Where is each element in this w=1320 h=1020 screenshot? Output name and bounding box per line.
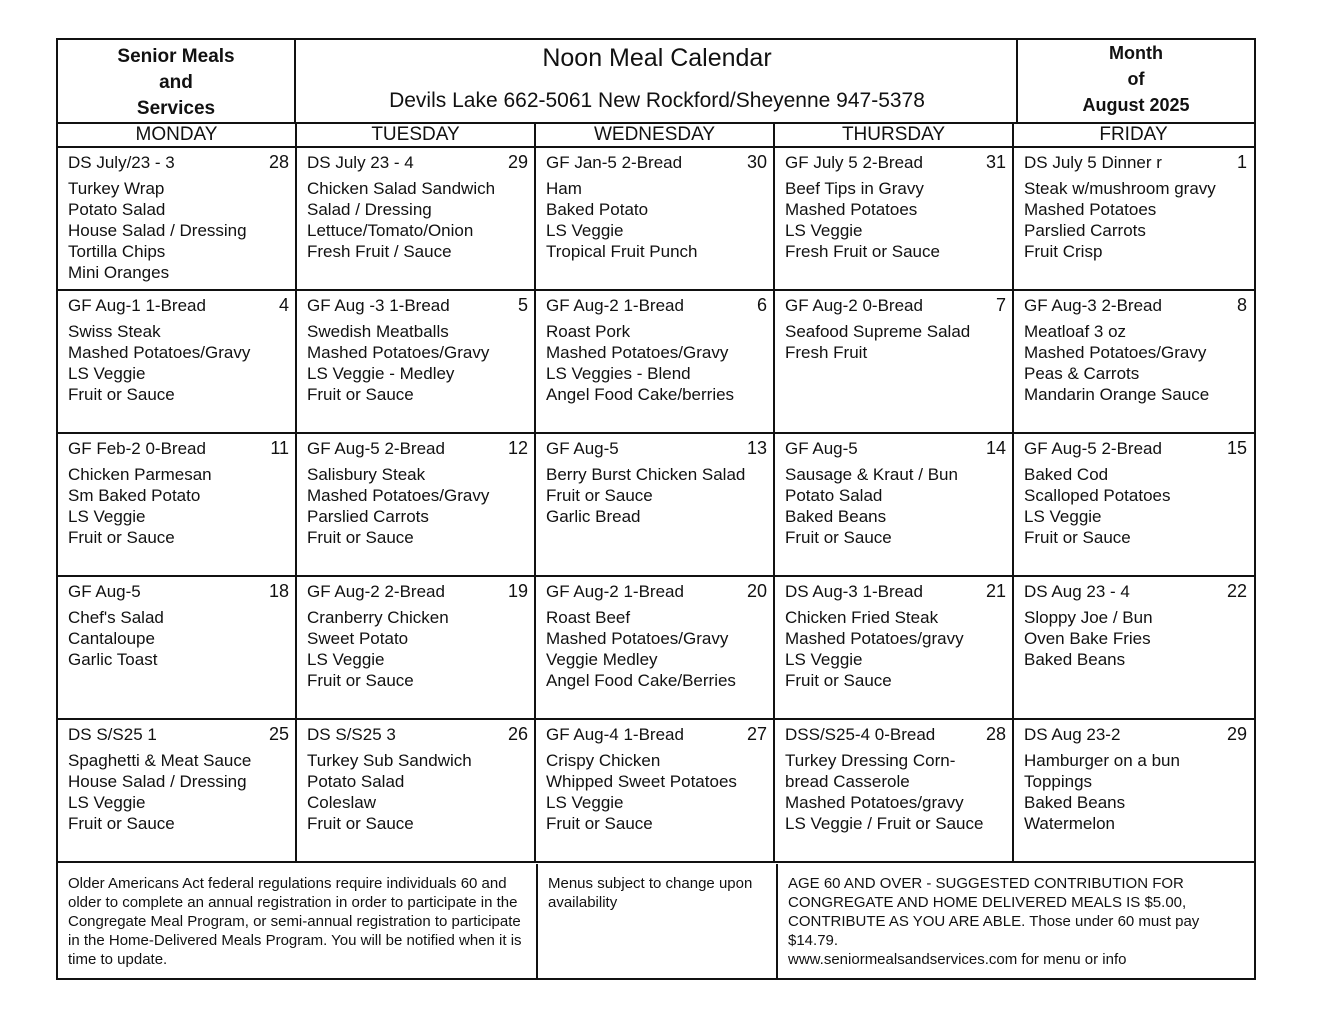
day-cell-header <box>307 724 528 745</box>
day-cell <box>536 577 775 718</box>
menu-item: Spaghetti & Meat Sauce <box>68 751 252 770</box>
menu-item: LS Veggie <box>68 507 146 526</box>
menu-code: DS S/S25 3 <box>307 725 396 744</box>
menu-item: Watermelon <box>1024 814 1116 833</box>
menu-item: Baked Potato <box>546 200 649 219</box>
menu-item: Garlic Bread <box>546 507 641 526</box>
menu-item: Oven Bake Fries <box>1024 629 1151 648</box>
day-cell-header <box>546 581 767 602</box>
menu-items <box>785 750 1006 834</box>
menu-items <box>1024 178 1247 262</box>
menu-item: Fruit or Sauce <box>785 671 892 690</box>
day-cell-header <box>68 295 289 316</box>
menu-item: Mini Oranges <box>68 263 170 282</box>
menu-item: Garlic Toast <box>68 650 158 669</box>
menu-items <box>68 464 289 548</box>
day-cell <box>775 291 1014 432</box>
menu-code: GF Aug-3 2-Bread <box>1024 296 1162 315</box>
week-row <box>58 577 1254 720</box>
menu-item: Chicken Parmesan <box>68 465 212 484</box>
menu-item: Potato Salad <box>785 486 883 505</box>
menu-code: GF Aug-2 0-Bread <box>785 296 923 315</box>
menu-items <box>1024 321 1247 405</box>
day-number: 6 <box>756 295 767 315</box>
menu-item: Sloppy Joe / Bun <box>1024 608 1153 627</box>
menu-item: Turkey Dressing Corn- <box>785 751 956 770</box>
day-cell <box>775 434 1014 575</box>
day-cell-header <box>68 581 289 602</box>
day-number: 7 <box>995 295 1006 315</box>
day-number: 13 <box>746 438 767 458</box>
day-number: 12 <box>507 438 528 458</box>
day-cell-header <box>785 724 1006 745</box>
menu-item: Chef's Salad <box>68 608 164 627</box>
day-number: 11 <box>270 438 289 458</box>
day-number: 26 <box>507 724 528 744</box>
menu-item: Fruit or Sauce <box>307 385 414 404</box>
menu-item: Toppings <box>1024 772 1093 791</box>
day-cell <box>1014 720 1253 861</box>
day-cell-header <box>307 152 528 173</box>
menu-item: Mashed Potatoes/Gravy <box>307 486 490 505</box>
menu-code: GF Aug -3 1-Bread <box>307 296 450 315</box>
menu-items <box>68 607 289 670</box>
day-number: 15 <box>1226 438 1247 458</box>
menu-items <box>307 178 528 262</box>
menu-items <box>785 321 1006 363</box>
menu-item: Mashed Potatoes/Gravy <box>307 343 490 362</box>
menu-change-note: Menus subject to change upon availability <box>538 864 778 980</box>
menu-item: Fruit or Sauce <box>546 814 653 833</box>
menu-item: Coleslaw <box>307 793 376 812</box>
week-row <box>58 434 1254 577</box>
day-cell <box>775 148 1014 289</box>
menu-code: DS July/23 - 3 <box>68 153 175 172</box>
menu-code: GF Jan-5 2-Bread <box>546 153 683 172</box>
day-cell <box>536 720 775 861</box>
menu-items <box>68 178 289 283</box>
day-cell-header <box>1024 295 1247 316</box>
menu-item: Cantaloupe <box>68 629 155 648</box>
menu-items <box>785 178 1006 262</box>
day-number: 4 <box>278 295 289 315</box>
day-cell-header <box>785 438 1006 459</box>
day-cell <box>1014 291 1253 432</box>
day-cell <box>297 720 536 861</box>
day-number: 29 <box>1226 724 1247 744</box>
menu-item: Salad / Dressing <box>307 200 432 219</box>
menu-item: Cranberry Chicken <box>307 608 449 627</box>
day-cell <box>58 720 297 861</box>
menu-items <box>307 607 528 691</box>
day-cell <box>58 148 297 289</box>
menu-item: Fresh Fruit or Sauce <box>785 242 940 261</box>
menu-item: Angel Food Cake/berries <box>546 385 735 404</box>
menu-item: Whipped Sweet Potatoes <box>546 772 737 791</box>
menu-item: Baked Cod <box>1024 465 1109 484</box>
menu-items <box>1024 607 1247 670</box>
day-number: 30 <box>746 152 767 172</box>
weekday-header: TUESDAY <box>297 124 536 146</box>
menu-item: Fruit or Sauce <box>68 528 175 547</box>
menu-item: Baked Beans <box>785 507 887 526</box>
menu-item: Fruit Crisp <box>1024 242 1103 261</box>
menu-item: Fresh Fruit / Sauce <box>307 242 452 261</box>
menu-items <box>307 750 528 834</box>
menu-item: Potato Salad <box>68 200 166 219</box>
website-link[interactable]: www.seniormealsandservices.com for menu or info <box>788 951 1127 968</box>
menu-item: Seafood Supreme Salad <box>785 322 971 341</box>
day-cell <box>58 434 297 575</box>
day-cell <box>58 577 297 718</box>
menu-item: Parslied Carrots <box>1024 221 1146 240</box>
weekday-header: THURSDAY <box>775 124 1014 146</box>
menu-item: Ham <box>546 179 582 198</box>
day-cell-header <box>68 724 289 745</box>
day-cell-header <box>546 295 767 316</box>
menu-item: Baked Beans <box>1024 650 1126 669</box>
day-number: 29 <box>507 152 528 172</box>
day-number: 27 <box>746 724 767 744</box>
menu-item: Mashed Potatoes <box>1024 200 1157 219</box>
month-line: August 2025 <box>1082 95 1190 115</box>
menu-item: Sweet Potato <box>307 629 409 648</box>
day-cell-header <box>785 581 1006 602</box>
menu-item: LS Veggie <box>546 793 624 812</box>
title-box <box>298 40 1018 122</box>
menu-item: Fruit or Sauce <box>1024 528 1131 547</box>
org-line: Senior Meals <box>117 46 235 67</box>
weekday-header: WEDNESDAY <box>536 124 775 146</box>
day-cell <box>1014 577 1253 718</box>
menu-item: Baked Beans <box>1024 793 1126 812</box>
menu-code: GF Feb-2 0-Bread <box>68 439 206 458</box>
menu-item: LS Veggie / Fruit or Sauce <box>785 814 984 833</box>
menu-code: GF Aug-1 1-Bread <box>68 296 206 315</box>
day-cell <box>1014 148 1253 289</box>
menu-code: GF Aug-5 <box>546 439 619 458</box>
weekday-header: FRIDAY <box>1099 124 1168 145</box>
menu-code: GF Aug-2 2-Bread <box>307 582 445 601</box>
day-cell-header <box>785 295 1006 316</box>
menu-code: GF Aug-5 <box>68 582 141 601</box>
menu-item: Sm Baked Potato <box>68 486 201 505</box>
month-line: of <box>1127 69 1145 89</box>
menu-item: Parslied Carrots <box>307 507 429 526</box>
menu-items <box>68 750 289 834</box>
weekday-header: MONDAY <box>58 124 297 146</box>
org-line: and <box>159 72 193 93</box>
menu-items <box>546 464 767 527</box>
menu-item: Tortilla Chips <box>68 242 166 261</box>
menu-code: DS July 5 Dinner r <box>1024 153 1162 172</box>
menu-item: LS Veggie <box>1024 507 1102 526</box>
day-number: 21 <box>985 581 1006 601</box>
menu-items <box>68 321 289 405</box>
menu-code: DS Aug 23-2 <box>1024 725 1121 744</box>
day-number: 28 <box>268 152 289 172</box>
menu-item: Beef Tips in Gravy <box>785 179 924 198</box>
day-number: 18 <box>268 581 289 601</box>
calendar-grid <box>58 148 1254 863</box>
menu-item: Fruit or Sauce <box>307 814 414 833</box>
contribution-note <box>778 864 1254 980</box>
menu-item: Swedish Meatballs <box>307 322 449 341</box>
menu-item: Veggie Medley <box>546 650 658 669</box>
menu-code: GF Aug-5 2-Bread <box>307 439 445 458</box>
menu-item: Mashed Potatoes <box>785 200 918 219</box>
day-number: 8 <box>1236 295 1247 315</box>
day-cell-header <box>307 581 528 602</box>
menu-item: Turkey Sub Sandwich <box>307 751 472 770</box>
menu-item: Mashed Potatoes/Gravy <box>546 343 729 362</box>
day-cell-header <box>785 152 1006 173</box>
menu-items <box>1024 750 1247 834</box>
day-number: 1 <box>1236 152 1247 172</box>
month-label <box>1018 40 1254 122</box>
week-row <box>58 291 1254 434</box>
day-cell <box>536 434 775 575</box>
menu-item: Fresh Fruit <box>785 343 868 362</box>
menu-item: LS Veggie <box>68 793 146 812</box>
menu-item: Mandarin Orange Sauce <box>1024 385 1210 404</box>
menu-item: Fruit or Sauce <box>68 385 175 404</box>
menu-item: Meatloaf 3 oz <box>1024 322 1127 341</box>
menu-code: GF Aug-2 1-Bread <box>546 296 684 315</box>
menu-item: House Salad / Dressing <box>68 772 247 791</box>
day-cell-header <box>307 438 528 459</box>
day-cell <box>297 148 536 289</box>
day-cell-header <box>68 152 289 173</box>
day-cell <box>536 291 775 432</box>
menu-item: Crispy Chicken <box>546 751 661 770</box>
month-line: Month <box>1109 43 1163 63</box>
menu-item: LS Veggie <box>307 650 385 669</box>
week-row <box>58 720 1254 863</box>
menu-item: Berry Burst Chicken Salad <box>546 465 746 484</box>
menu-item: Roast Beef <box>546 608 631 627</box>
menu-items <box>546 750 767 834</box>
day-cell-header <box>68 438 289 459</box>
menu-item: bread Casserole <box>785 772 910 791</box>
menu-item: Salisbury Steak <box>307 465 426 484</box>
org-line: Services <box>136 98 216 119</box>
menu-code: GF Aug-5 2-Bread <box>1024 439 1162 458</box>
regulations-note: Older Americans Act federal regulations require individuals 60 and older to complete an annual registration in order to participate in the Congregate Meal Program, or semi-annual registration to participate in the Home-Delivered Meals Program. You will be notified when it is time to update. <box>58 864 538 980</box>
menu-item: LS Veggie <box>546 221 624 240</box>
menu-items <box>785 607 1006 691</box>
menu-item: Steak w/mushroom gravy <box>1024 179 1216 198</box>
menu-item: House Salad / Dressing <box>68 221 247 240</box>
day-number: 20 <box>746 581 767 601</box>
organization-name <box>58 40 296 122</box>
menu-item: Turkey Wrap <box>68 179 165 198</box>
menu-item: LS Veggie <box>785 221 863 240</box>
menu-item: Roast Pork <box>546 322 631 341</box>
menu-item: Fruit or Sauce <box>785 528 892 547</box>
menu-item: Chicken Fried Steak <box>785 608 939 627</box>
page-title: Noon Meal Calendar <box>542 44 772 72</box>
day-cell-header <box>546 152 767 173</box>
menu-item: Chicken Salad Sandwich <box>307 179 496 198</box>
day-cell <box>297 434 536 575</box>
phone-numbers: Devils Lake 662-5061 New Rockford/Sheyenne 947-5378 <box>389 89 925 112</box>
menu-item: LS Veggie - Medley <box>307 364 455 383</box>
menu-item: Angel Food Cake/Berries <box>546 671 736 690</box>
menu-item: Tropical Fruit Punch <box>546 242 698 261</box>
day-number: 14 <box>985 438 1006 458</box>
menu-item: Mashed Potatoes/Gravy <box>1024 343 1207 362</box>
day-cell <box>58 291 297 432</box>
menu-item: Fruit or Sauce <box>546 486 653 505</box>
calendar-header <box>58 40 1254 124</box>
menu-code: DS Aug-3 1-Bread <box>785 582 923 601</box>
menu-items <box>546 321 767 405</box>
day-cell <box>775 720 1014 861</box>
menu-code: GF Aug-4 1-Bread <box>546 725 684 744</box>
menu-item: Mashed Potatoes/Gravy <box>68 343 251 362</box>
day-number: 5 <box>517 295 528 315</box>
day-number: 19 <box>507 581 528 601</box>
day-cell <box>1014 434 1253 575</box>
menu-code: DS S/S25 1 <box>68 725 157 744</box>
calendar-footer <box>58 864 1254 980</box>
day-cell-header <box>1024 724 1247 745</box>
day-cell <box>297 291 536 432</box>
week-row <box>58 148 1254 291</box>
menu-items <box>546 178 767 262</box>
day-number: 22 <box>1226 581 1247 601</box>
menu-item: Mashed Potatoes/gravy <box>785 793 964 812</box>
day-cell-header <box>1024 581 1247 602</box>
menu-code: DS July 23 - 4 <box>307 153 414 172</box>
menu-item: Fruit or Sauce <box>307 528 414 547</box>
weekday-header-row <box>58 124 1254 148</box>
meal-calendar <box>56 38 1256 980</box>
menu-item: Fruit or Sauce <box>307 671 414 690</box>
menu-item: LS Veggie <box>68 364 146 383</box>
day-cell <box>775 577 1014 718</box>
menu-code: GF July 5 2-Bread <box>785 153 923 172</box>
menu-items <box>307 321 528 405</box>
menu-items <box>546 607 767 691</box>
day-cell-header <box>307 295 528 316</box>
menu-items <box>1024 464 1247 548</box>
day-number: 25 <box>268 724 289 744</box>
day-cell <box>536 148 775 289</box>
day-cell-header <box>1024 152 1247 173</box>
menu-item: LS Veggie <box>785 650 863 669</box>
menu-item: Swiss Steak <box>68 322 161 341</box>
menu-item: Mashed Potatoes/Gravy <box>546 629 729 648</box>
menu-items <box>785 464 1006 548</box>
menu-items <box>307 464 528 548</box>
day-cell-header <box>546 438 767 459</box>
menu-item: Sausage & Kraut / Bun <box>785 465 958 484</box>
day-number: 28 <box>985 724 1006 744</box>
menu-code: DSS/S25-4 0-Bread <box>785 725 936 744</box>
day-cell-header <box>1024 438 1247 459</box>
day-number: 31 <box>985 152 1006 172</box>
menu-item: LS Veggies - Blend <box>546 364 691 383</box>
menu-item: Fruit or Sauce <box>68 814 175 833</box>
day-cell-header <box>546 724 767 745</box>
menu-code: DS Aug 23 - 4 <box>1024 582 1130 601</box>
menu-item: Potato Salad <box>307 772 405 791</box>
menu-item: Scalloped Potatoes <box>1024 486 1171 505</box>
menu-item: Hamburger on a bun <box>1024 751 1180 770</box>
menu-item: Mashed Potatoes/gravy <box>785 629 964 648</box>
menu-item: Lettuce/Tomato/Onion <box>307 221 474 240</box>
contribution-text: AGE 60 AND OVER - SUGGESTED CONTRIBUTION FOR CONGREGATE AND HOME DELIVERED MEALS IS $5.00, CONTRIBUTE AS YOU ARE ABLE. Those under 60 must pay $14.79. <box>788 875 1200 949</box>
day-cell <box>297 577 536 718</box>
menu-item: Peas & Carrots <box>1024 364 1140 383</box>
menu-code: GF Aug-2 1-Bread <box>546 582 684 601</box>
menu-code: GF Aug-5 <box>785 439 858 458</box>
